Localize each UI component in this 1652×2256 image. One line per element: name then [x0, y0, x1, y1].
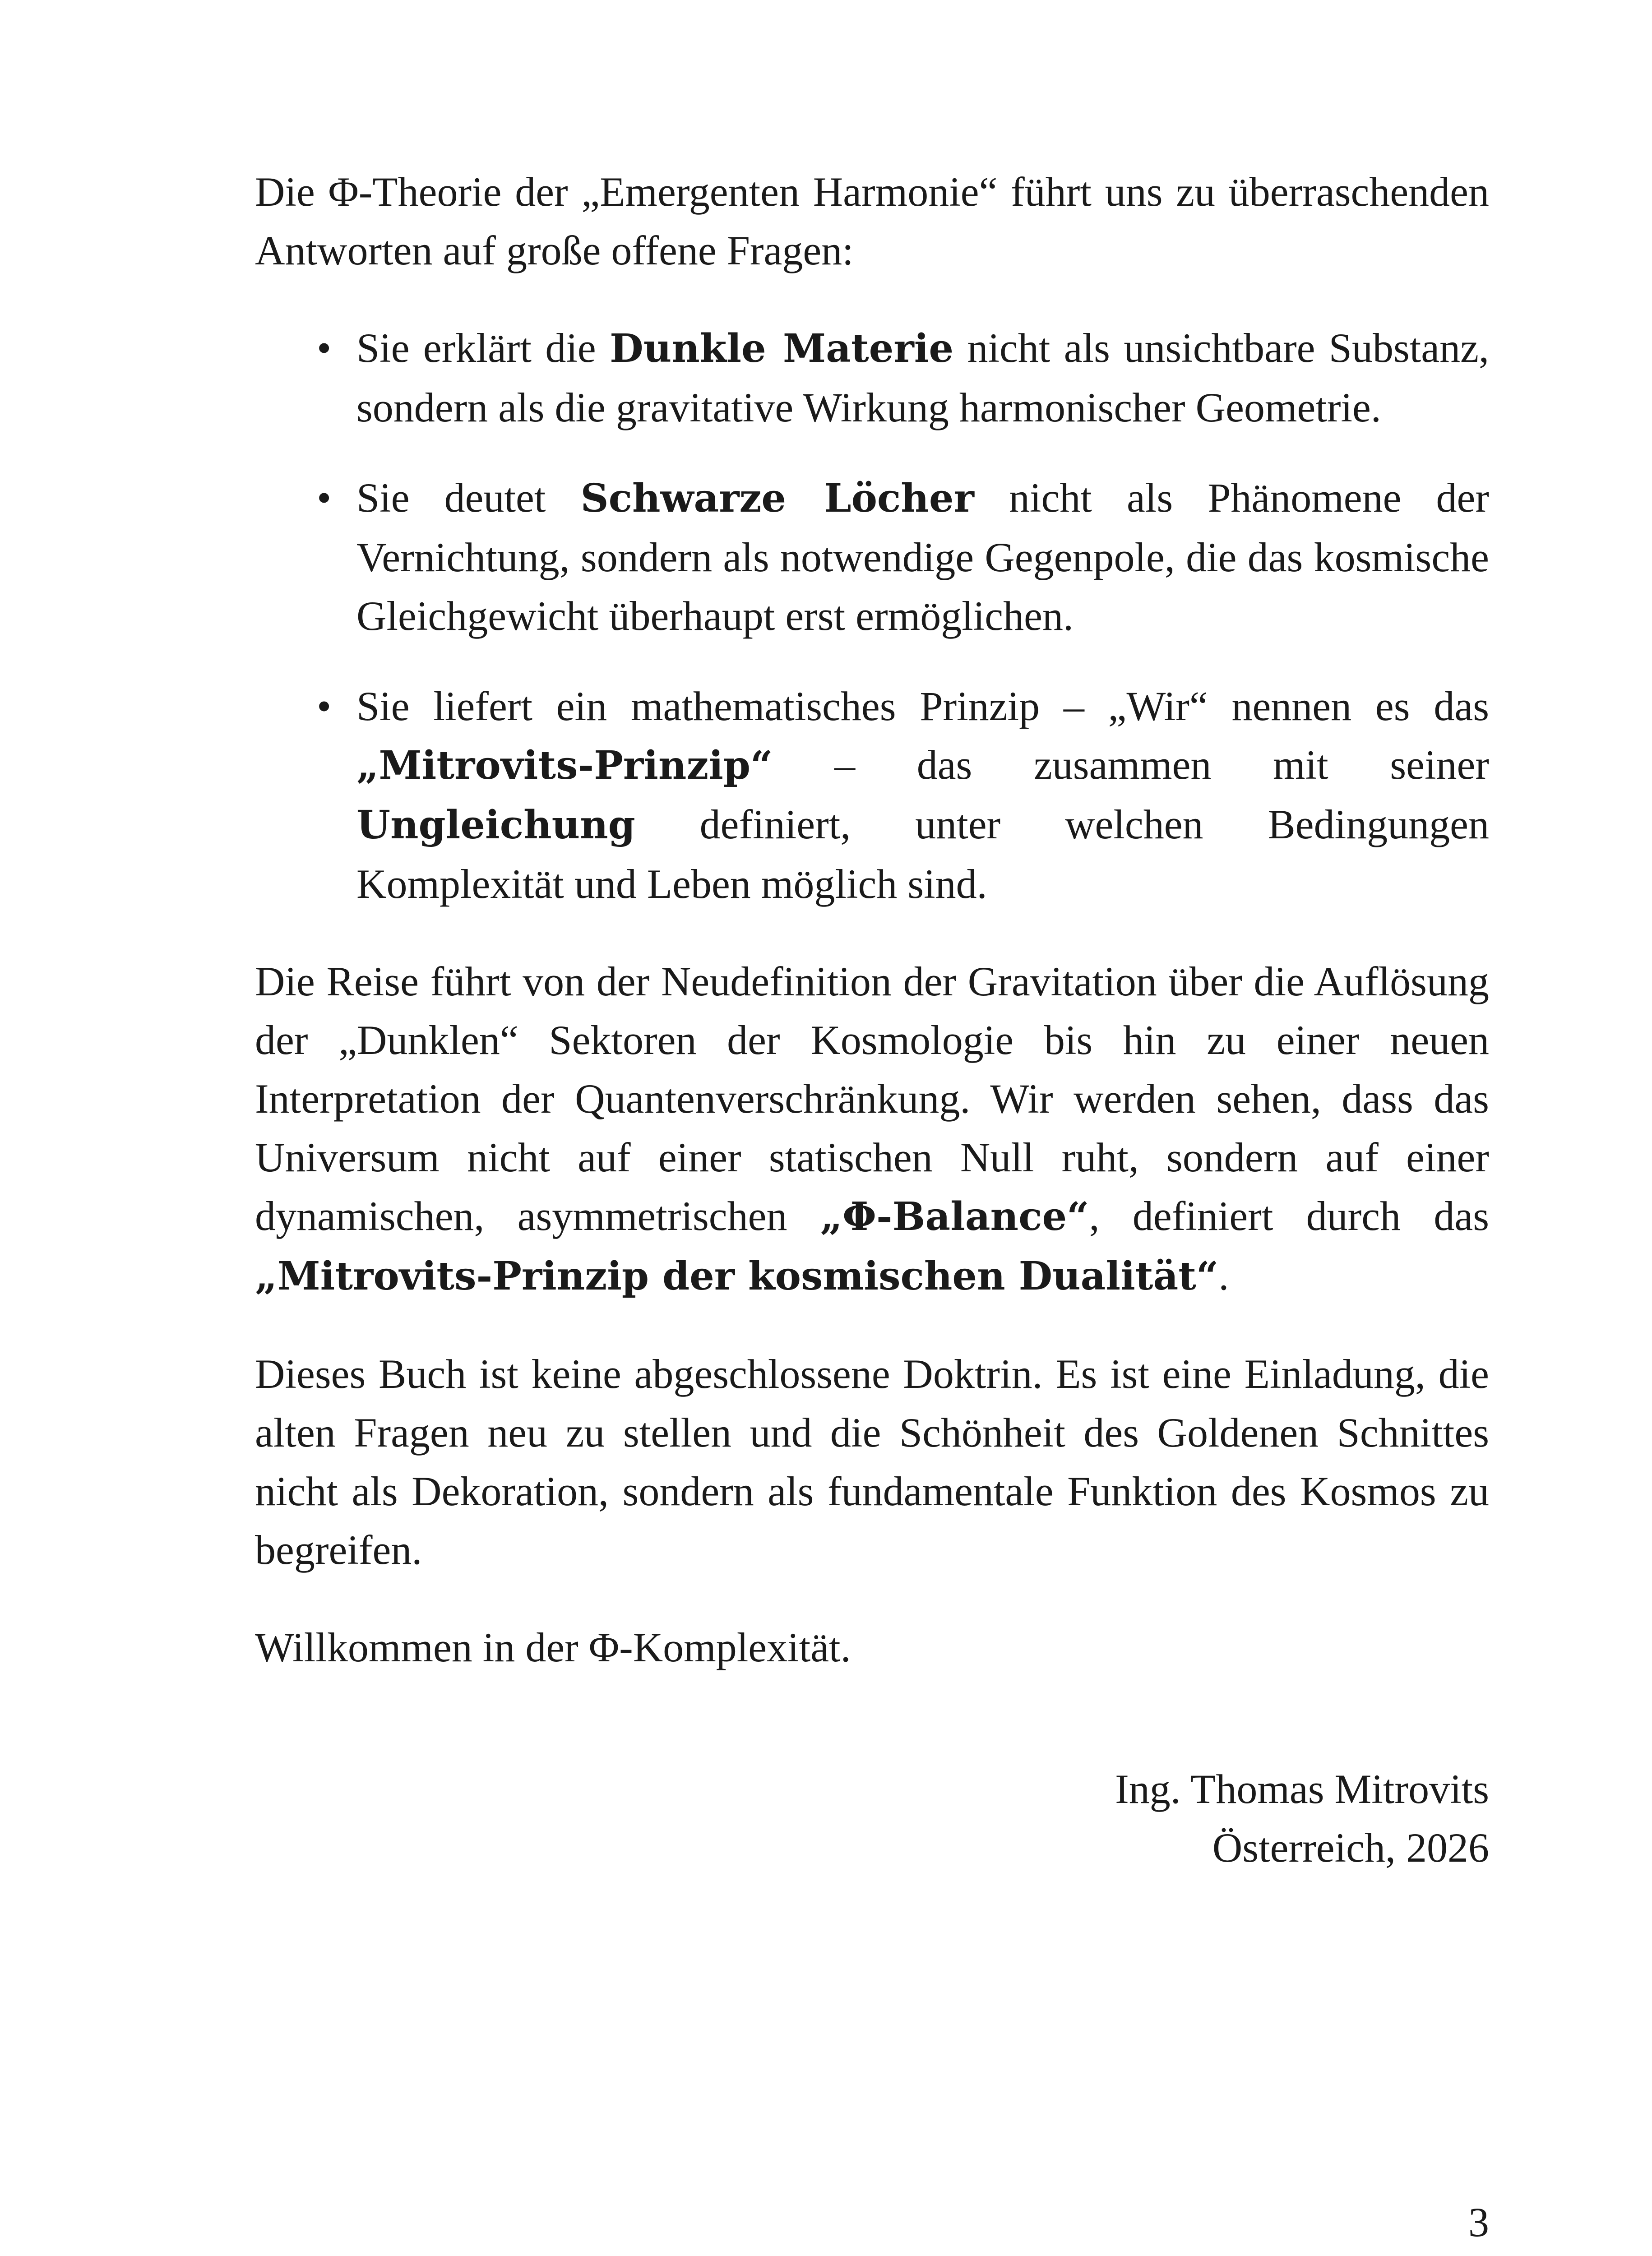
list-item-text: Sie deutet	[356, 475, 581, 521]
list-item-text: definiert, unter welchen Bedingungen Komplexität und Leben möglich sind.	[356, 801, 1489, 907]
author-name: Ing. Thomas Mitrovits	[1115, 1766, 1489, 1812]
journey-paragraph	[255, 952, 1489, 1306]
list-item-text: nicht als Phänomene der Vernichtung, sondern als notwendige Gegenpole, die das kosmische Gleichgewicht überhaupt erst ermöglichen.	[356, 475, 1489, 639]
author-signature	[1115, 1760, 1489, 1877]
body-text	[255, 162, 1489, 1677]
paragraph-text: Die Reise führt von der Neudefinition der Gravitation über die Auflösung der „Dunklen“ Sektoren der Kosmologie bis hin zu einer neuen Interpretation der Quantenverschränkung. Wir werden sehen, dass das Universum nicht auf einer statischen Null ruht, sondern auf einer dynamischen, asymmetrischen	[255, 958, 1489, 1239]
invitation-paragraph: Dieses Buch ist keine abgeschlossene Doktrin. Es ist eine Einladung, die alten Fragen neu zu stellen und die Schönheit des Goldenen Schnittes nicht als Dekoration, sondern als fundamentale Funktion des Kosmos zu begreifen.	[255, 1351, 1489, 1573]
page-number: 3	[1468, 2199, 1489, 2245]
emphasis-term: „Mitrovits-Prinzip der kosmischen Dualität“	[255, 1253, 1219, 1299]
list-item	[317, 468, 1489, 645]
emphasis-term: Schwarze Löcher	[580, 476, 974, 521]
place-date: Österreich, 2026	[1212, 1825, 1489, 1871]
bullet-icon: •	[317, 325, 332, 371]
emphasis-term: Ungleichung	[356, 802, 635, 848]
list-item-text: nicht als unsichtbare Substanz, sondern als die gravitative Wirkung harmonischer Geometrie.	[356, 325, 1489, 430]
paragraph-text: .	[1218, 1253, 1229, 1299]
intro-paragraph: Die Φ-Theorie der „Emergenten Harmonie“ führt uns zu überraschenden Antworten auf große offene Fragen:	[255, 169, 1489, 273]
closing-line: Willkommen in der Φ-Komplexität.	[255, 1624, 851, 1670]
emphasis-term: „Mitrovits-Prinzip“	[356, 743, 773, 788]
bullet-icon: •	[317, 683, 332, 729]
list-item-text: Sie liefert ein mathematisches Prinzip – „Wir“ nennen es das	[356, 683, 1489, 729]
bullet-list	[255, 319, 1489, 913]
paragraph-text: , definiert durch das	[1089, 1193, 1489, 1239]
bullet-icon: •	[317, 475, 332, 521]
list-item-text: – das zusammen mit seiner	[773, 742, 1489, 788]
emphasis-term: Dunkle Materie	[610, 326, 954, 371]
emphasis-term: „Φ-Balance“	[820, 1194, 1089, 1239]
list-item-text: Sie erklärt die	[356, 325, 610, 371]
list-item	[317, 677, 1489, 913]
list-item	[317, 319, 1489, 437]
